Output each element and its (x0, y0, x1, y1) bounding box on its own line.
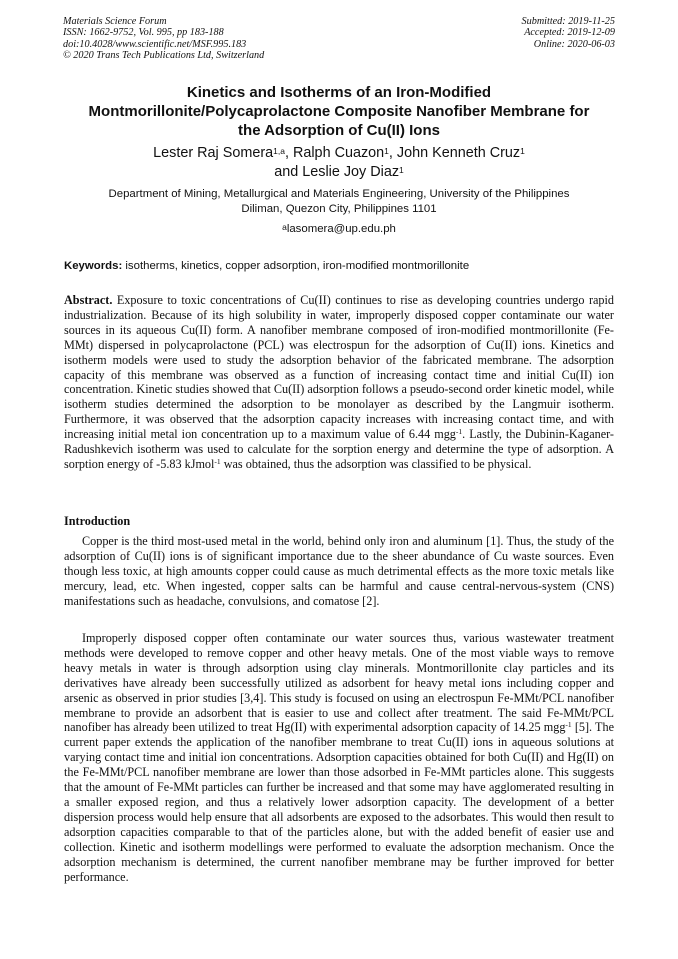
superscript: -1 (565, 720, 572, 730)
submitted-date: Submitted: 2019-11-25 (521, 16, 615, 27)
title-line: the Adsorption of Cu(II) Ions (238, 122, 440, 139)
keywords (64, 259, 624, 274)
abstract (64, 293, 614, 472)
author-name: John Kenneth Cruz (396, 145, 521, 161)
paragraph-text: [5]. The current paper extends the application of the nanofiber membrane to treat Cu(II) ions in aqueous solutions at varying contact time and initial ion concentrations. Adsorption capacities obtained for both Cu(II) and Hg(II) on the Fe-MMt/PCL nanofiber membrane are lower than those adsorbed in Fe-MMt particles alone. This suggests that the amount of Fe-MMt particles can further be increased and that some may have agglomerated resulting in a smaller exposed region, and thus a relatively lower adsorption capacity. The development of a better dispersion process would help ensure that all adsorbents are exposed to the adsorbates. This would then result to adsorption capacities comparable to that of the particles alone, but with the added benefit of easier use and collection. Kinetic and isotherm modellings were performed to evaluate the adsorption mechanism. Once the adsorption mechanism is determined, the current nanofiber membrane may be further improved for better performance. (64, 720, 614, 884)
author-list: Lester Raj Somera$^{1,a}$, Ralph Cuazon$^1$, John Kenneth Cruz$^1$ and Leslie Joy Diaz$^1$ (153, 145, 525, 180)
superscript: -1 (455, 427, 463, 437)
author-affiliation-mark: 1 (520, 146, 525, 156)
title-line: Kinetics and Isotherms of an Iron-Modified (186, 84, 492, 101)
title-line: Montmorillonite/Polycaprolactone Composite Nanofiber Membrane for (88, 103, 590, 120)
author-name: Lester Raj Somera (153, 145, 274, 161)
affiliation (40, 187, 638, 217)
author-name: Ralph Cuazon (292, 145, 385, 161)
abstract-text: . Lastly, the Dubinin-Kaganer-Radushkevich isotherm was used to calculate for the sorption energy and determine the type of adsorption. A sorption energy of -5.83 kJmol (64, 427, 614, 471)
submission-dates (522, 16, 615, 50)
email-address[interactable]: lasomera@up.edu.ph (286, 223, 396, 235)
author-affiliation-mark: 1 (399, 165, 404, 175)
intro-paragraph: Copper is the third most-used metal in the world, behind only iron and aluminum [1]. Thus, the study of the adsorption of Cu(II) ions is of significant importance due to the sheer abundance of Cu waste sources. Even though less toxic, at high amounts copper could cause as much detrimental effects as the more toxic metals like mercury, lead, etc. When ingested, copper salts can be harmful and cause central-nervous-system (CNS) manifestations such as headache, convulsions, and comatose [2]. (64, 534, 614, 608)
abstract-text: was obtained, thus the adsorption was classified to be physical. (220, 456, 532, 471)
abstract-text: Exposure to toxic concentrations of Cu(II) continues to rise as developing countries undergo rapid industrialization. Because of its high solubility in water, improperly disposed copper contaminate our water sources in its aqueous Cu(II) form. A nanofiber membrane composed of iron-modified montmorillonite (Fe-MMt) dispersed in polycaprolactone (PCL) was electrospun for the adsorption of Cu(II) ions. Kinetics and isotherm models were used to study the adsorption behavior of the fabricated membrane. The adsorption capacity of this membrane was observed as a function of increasing contact time and initial Cu(II) ion concentration. Kinetic studies showed that Cu(II) adsorption follows a pseudo-second order kinetic model, while isotherm studies determined the adsorption to be monolayer as described by the Langmuir isotherm. Furthermore, it was observed that the adsorption capacity increases with increasing contact time, and with increasing initial metal ion concentration up to a maximum value of 6.44 mgg (64, 293, 615, 442)
corresponding-email (40, 222, 638, 237)
section-heading: Introduction (64, 514, 131, 528)
paragraph-text: Improperly disposed copper often contaminate our water sources thus, various wastewater treatment methods were developed to remove copper and other heavy metals. One of the most viable ways to remove heavy metals in water is through adsorption using clay minerals. Montmorillonite clay particles and its derivatives have already been successfully utilized as adsorbent for heavy metal ions including copper and arsenic as observed in prior studies [3,4]. This study is focused on using an electrospun Fe-MMt/PCL nanofiber membrane to provide an adsorbent that is easier to use and collect after treatment. The said Fe-MMt/PCL nanofiber has already been utilized to treat Hg(II) with experimental adsorption capacity of 14.25 mgg (64, 631, 614, 735)
keywords-text: isotherms, kinetics, copper adsorption, iron-modified montmorillonite (125, 260, 470, 272)
paper-title (40, 83, 638, 140)
author-conjunction: and (274, 164, 299, 180)
journal-info (63, 16, 264, 62)
journal-name: Materials Science Forum (63, 16, 167, 27)
intro-paragraph (64, 631, 614, 884)
online-date: Online: 2020-06-03 (533, 38, 615, 50)
accepted-date: Accepted: 2019-12-09 (524, 27, 615, 39)
affiliation-line: Department of Mining, Metallurgical and Materials Engineering, University of the Philippines (108, 188, 570, 200)
keywords-label: Keywords: (64, 260, 123, 272)
email-mark: a (282, 222, 287, 232)
author-name: Leslie Joy Diaz (302, 164, 400, 180)
journal-issn: ISSN: 1662-9752, Vol. 995, pp 183-188 (63, 27, 224, 39)
superscript: -1 (214, 456, 221, 466)
journal-doi: doi:10.4028/www.scientific.net/MSF.995.183 (63, 38, 247, 50)
abstract-label: Abstract. (64, 293, 113, 307)
author-affiliation-mark: 1 (384, 146, 389, 156)
affiliation-line: Diliman, Quezon City, Philippines 1101 (241, 203, 437, 215)
author-affiliation-mark: 1,a (273, 146, 285, 156)
journal-copyright: © 2020 Trans Tech Publications Ltd, Switzerland (63, 50, 265, 62)
